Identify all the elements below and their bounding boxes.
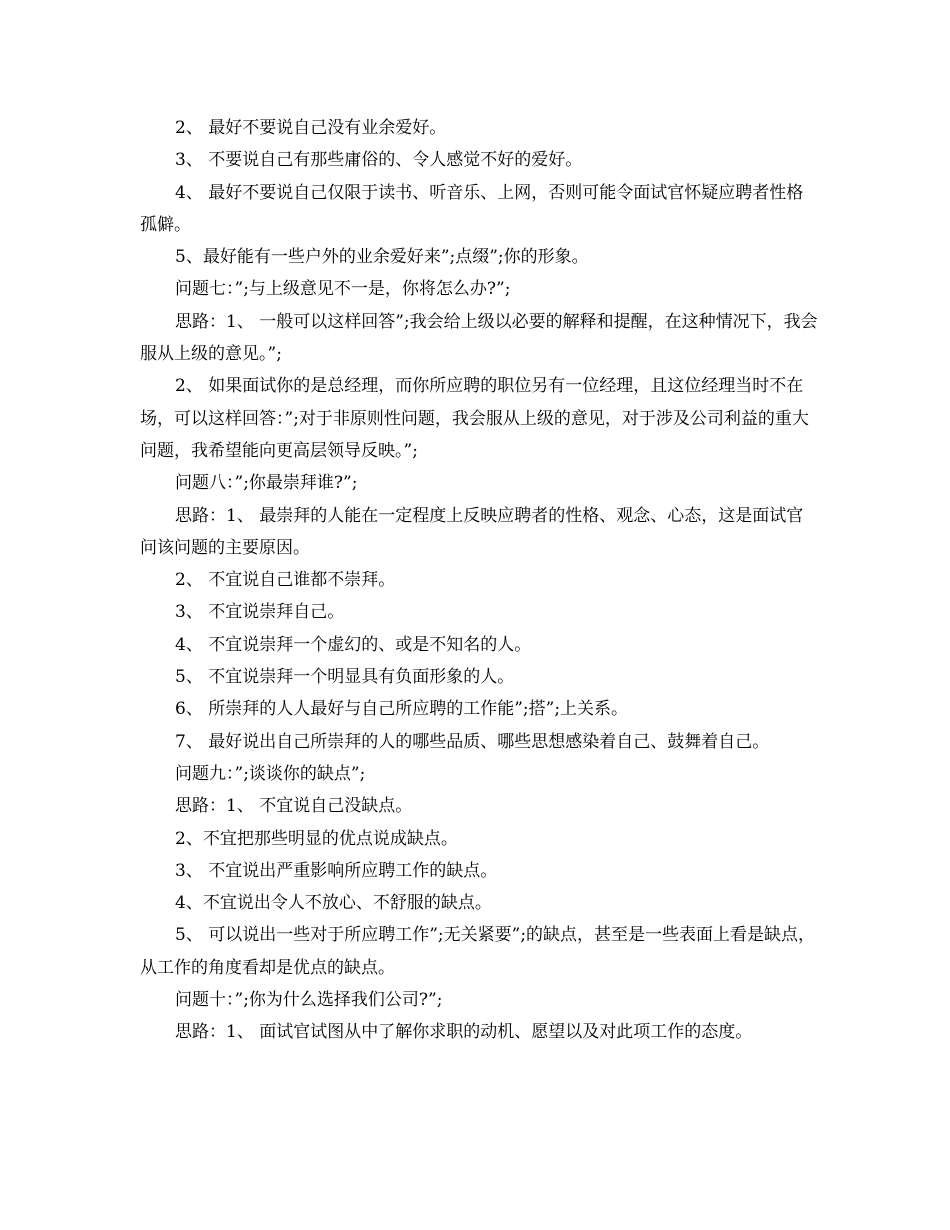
paragraph-11: 3、 不宜说崇拜自己。 — [175, 602, 345, 623]
paragraph-2: 3、 不要说自己有那些庸俗的、令人感觉不好的爱好。 — [175, 150, 583, 171]
paragraph-9: 思路：1、 最崇拜的人能在一定程度上反映应聘者的性格、观念、心态，这是面试官问该问题的主要原因。 — [140, 505, 804, 558]
paragraph-3: 4、 最好不要说自己仅限于读书、听音乐、上网，否则可能令面试官怀疑应聘者性格孤僻。 — [140, 182, 804, 235]
paragraph-5: 问题七：”;与上级意见不一是，你将怎么办?”; — [175, 279, 511, 300]
paragraph-18: 2、不宜把那些明显的优点说成缺点。 — [175, 828, 458, 849]
paragraph-23: 思路：1、 面试官试图从中了解你求职的动机、愿望以及对此项工作的态度。 — [175, 1022, 753, 1043]
paragraph-8: 问题八：”;你最崇拜谁?”; — [175, 473, 358, 494]
paragraph-16: 问题九：”;谈谈你的缺点”; — [175, 763, 366, 784]
paragraph-7: 2、 如果面试你的是总经理，而你所应聘的职位另有一位经理，且这位经理当时不在场，可以这样回答：”;对于非原则性问题，我会服从上级的意见，对于涉及公司利益的重大问题，我希望能向更高层领导反映。”; — [140, 376, 809, 461]
paragraph-15: 7、 最好说出自己所崇拜的人的哪些品质、哪些思想感染着自己、鼓舞着自己。 — [175, 731, 770, 752]
paragraph-13: 5、 不宜说崇拜一个明显具有负面形象的人。 — [175, 667, 515, 688]
paragraph-17: 思路：1、 不宜说自己没缺点。 — [175, 796, 413, 817]
document-body — [140, 112, 820, 1049]
paragraph-14: 6、 所崇拜的人人最好与自己所应聘的工作能”;搭”;上关系。 — [175, 699, 629, 720]
paragraph-19: 3、 不宜说出严重影响所应聘工作的缺点。 — [175, 860, 498, 881]
paragraph-4: 5、最好能有一些户外的业余爱好来”;点缀”;你的形象。 — [175, 247, 589, 268]
paragraph-10: 2、 不宜说自己谁都不崇拜。 — [175, 570, 396, 591]
paragraph-1: 2、 最好不要说自己没有业余爱好。 — [175, 118, 447, 138]
paragraph-20: 4、不宜说出令人不放心、不舒服的缺点。 — [175, 893, 492, 914]
paragraph-22: 问题十：”;你为什么选择我们公司?”; — [175, 990, 443, 1011]
paragraph-6: 思路：1、 一般可以这样回答”;我会给上级以必要的解释和提醒，在这种情况下，我会服从上级的意见。”; — [140, 311, 818, 365]
paragraph-12: 4、 不宜说崇拜一个虚幻的、或是不知名的人。 — [175, 634, 532, 655]
paragraph-21: 5、 可以说出一些对于所应聘工作”;无关紧要”;的缺点，甚至是一些表面上看是缺点，从工作的角度看却是优点的缺点。 — [140, 925, 816, 978]
